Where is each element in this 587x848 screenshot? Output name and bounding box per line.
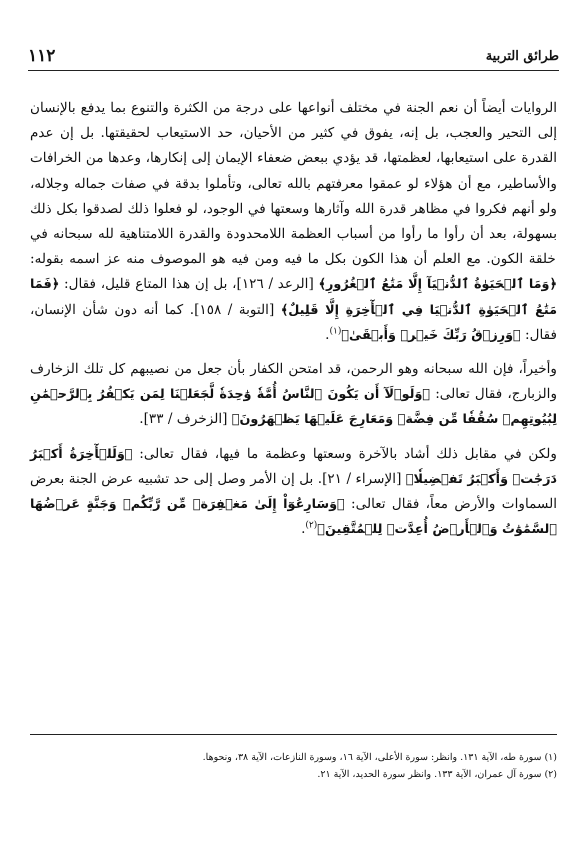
text-run: . <box>325 326 330 343</box>
paragraph <box>30 442 557 543</box>
text-run: ولكن في مقابل ذلك أشاد بالآخرة وسعتها وعظمة ما فيها، فقال تعالى: <box>132 445 557 462</box>
text-run: وأخيراً، فإن الله سبحانه وهو الرحمن، قد امتحن الكفار بأن جعل من نصيبهم كل تلك الزخارف والزبارج، فقال تعالى: <box>30 361 558 403</box>
text-run: [الإسراء / ٢١]. بل إن الأمر وصل إلى حد تشبيه عرض الجنة بعرض السماوات والأرض معاً، فقال تعالى: <box>30 470 557 513</box>
text-run: [التوبة / ١٥٨]. كما أنه دون شأن الإنسان، فقال: <box>30 301 557 343</box>
quran-verse: ﴿وَرِزۡقُ رَبِّكَ خَيۡرٞ وَأَبۡقَىٰ﴾ <box>341 327 521 343</box>
footnotes <box>30 734 557 783</box>
body-text <box>30 96 557 542</box>
text-run: [الزخرف / ٣٣]. <box>139 411 228 428</box>
footnote: (٢) سورة آل عمران، الآية ١٣٣. وانظر سورة الحديد، الآية ٢١. <box>317 769 557 780</box>
text-run: الروايات أيضاً أن نعم الجنة في مختلف أنواعها على درجة من الكثرة والتنوع بما يدفع بالإنسان إلى التحير والعجب، بل إنه، يفوق في كثير من الأحيان، حد الاستيعاب لحقيقتها. بل إن عدم القدرة على استيعابها، لعظمتها، قد يؤدي ببعض ضعفاء الإيمان إلى إنكارها، وعدها من الخرافات والأساطير، مع أن هؤلاء لو عمقوا معرفتهم بالله تعالى، وتأملوا بدقة في صفات جماله وجلاله، ولو أنهم فكروا في مظاهر قدرة الله وآثارها وسعتها في الوجود، لو فعلوا ذلك لصدقوا بكل ذلك بسهولة، بعد أن رأوا ما رأوا من أسباب العظمة اللامحدودة والقدرة اللامتناهية لله سبحانه في خلقة الكون. مع العلم أن هذا الكون بكل ما فيه ومن فيه هو الموصوف منه عز اسمه بقوله: <box>30 100 557 268</box>
text-run: . <box>301 521 306 538</box>
quran-verse: ﴿وَلَلۡأٓخِرَةُ أَكۡبَرُ دَرَجَٰتٖ وَأَكۡبَرُ تَفۡضِيلٗا﴾ <box>30 446 557 487</box>
quran-verse: ﴿وَلَوۡلَآ أَن يَكُونَ ٱلنَّاسُ أُمَّةٗ وَٰحِدَةٗ لَّجَعَلۡنَا لِمَن يَكۡفُرُ بِٱلرَّحۡمَٰنِ لِبُيُوتِهِمۡ سُقُفٗا مِّن فِضَّةٖ وَمَعَارِجَ عَلَيۡهَا يَظۡهَرُونَ﴾ <box>30 387 557 428</box>
page-number: ١١٢ <box>28 46 56 66</box>
text-run: [الرعد / ١٢٦]، بل إن هذا المتاع قليل، فقال: <box>59 276 314 293</box>
page-header <box>28 42 559 71</box>
footnote-marker: (٢) <box>305 520 318 531</box>
running-title: طرائق التربية <box>485 48 559 64</box>
footnote: (١) سورة طه، الآية ١٣١. وانظر: سورة الأعلى، الآية ١٦، وسورة النازعات، الآية ٣٨، ونحوها. <box>202 752 557 763</box>
footnote-marker: (١) <box>329 326 342 337</box>
quran-verse: ﴿فَمَا مَتَٰعُ ٱلۡحَيَوٰةِ ٱلدُّنۡيَا فِي ٱلۡأٓخِرَةِ إِلَّا قَلِيلٌ﴾ <box>30 277 558 318</box>
quran-verse: ﴿وَمَا ٱلۡحَيَوٰةُ ٱلدُّنۡيَآ إِلَّا مَتَٰعُ ٱلۡغُرُورِ﴾ <box>318 277 558 293</box>
paragraph <box>30 96 557 348</box>
quran-verse: ﴿وَسَارِعُوٓاْ إِلَىٰ مَغۡفِرَةٖ مِّن رَّبِّكُمۡ وَجَنَّةٍ عَرۡضُهَا ٱلسَّمَٰوَٰتُ وَٱلۡأَرۡضُ أُعِدَّتۡ لِلۡمُتَّقِينَ﴾ <box>30 497 557 538</box>
paragraph <box>30 357 557 433</box>
